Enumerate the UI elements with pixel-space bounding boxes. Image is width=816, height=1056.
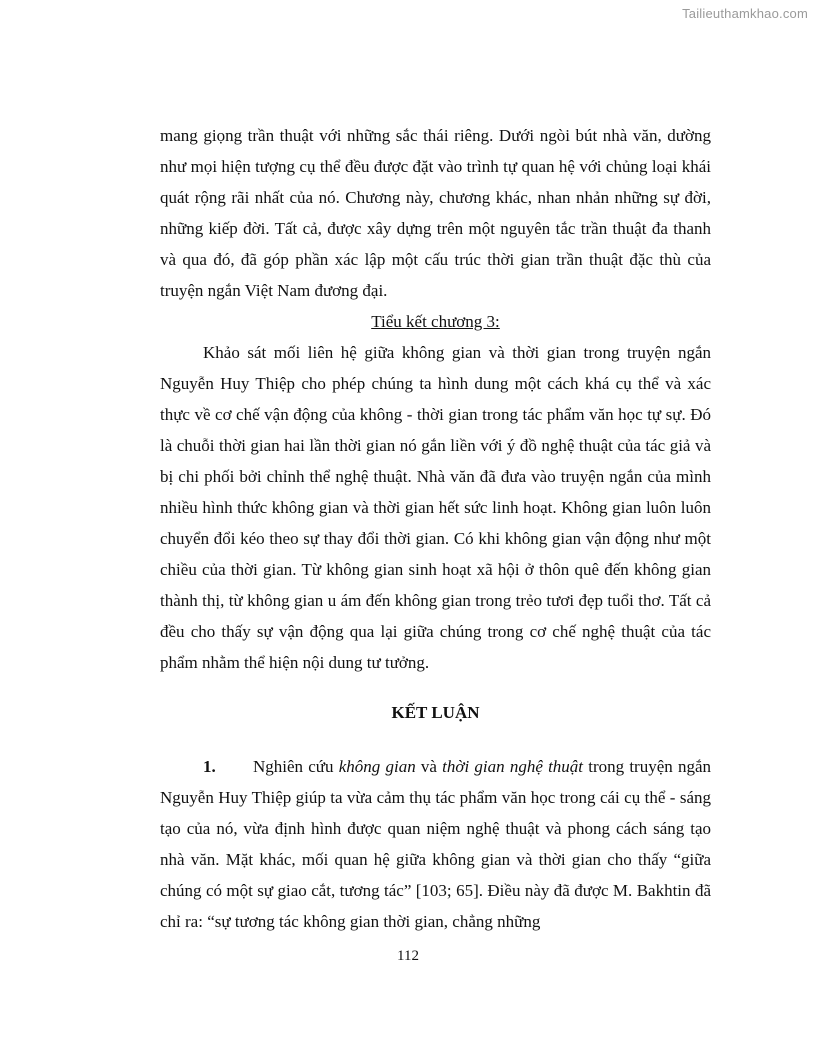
chapter-summary-subheading: Tiểu kết chương 3: bbox=[371, 312, 500, 331]
item-text-part: và bbox=[415, 757, 443, 776]
item-text-part: Nghiên cứu bbox=[253, 757, 339, 776]
item-emphasis-space: không gian bbox=[338, 757, 416, 776]
paragraph-continuation: mang giọng trần thuật với những sắc thái riêng. Dưới ngòi bút nhà văn, dường như mọi hiện tượng cụ thể đều được đặt vào trình tự quan hệ với chủng loại khái quát rộng rãi nhất của nó. Chương này, chương khác, nhan nhản những sự đời, những kiếp đời. Tất cả, được xây dựng trên một nguyên tắc trần thuật đa thanh và qua đó, đã góp phần xác lập một cấu trúc thời gian trần thuật đặc thù của truyện ngắn Việt Nam đương đại. bbox=[160, 126, 711, 300]
page-body bbox=[160, 120, 711, 937]
item-text-part: trong truyện ngắn Nguyễn Huy Thiệp giúp ta vừa cảm thụ tác phẩm văn học trong cái cụ thể - sáng tạo của nó, vừa định hình được quan niệm nghệ thuật và phong cách sáng tạo nhà văn. Mặt khác, mối quan hệ giữa không gian và thời gian cho thấy “giữa chúng có một sự giao cắt, tương tác” [103; 65]. Điều này đã được M. Bakhtin đã chỉ ra: “sự tương tác không gian thời gian, chẳng những bbox=[160, 757, 712, 931]
page-number: 112 bbox=[397, 948, 419, 964]
conclusion-heading: KẾT LUẬN bbox=[391, 703, 480, 722]
item-number: 1. bbox=[203, 757, 216, 776]
watermark-text: Tailieuthamkhao.com bbox=[682, 6, 808, 21]
chapter-summary-paragraph: Khảo sát mối liên hệ giữa không gian và thời gian trong truyện ngắn Nguyễn Huy Thiệp cho phép chúng ta hình dung một cách khá cụ thể và xác thực về cơ chế vận động của không - thời gian trong tác phẩm văn học tự sự. Đó là chuỗi thời gian hai lần thời gian nó gắn liền với ý đồ nghệ thuật của tác giả và bị chi phối bởi chỉnh thể nghệ thuật. Nhà văn đã đưa vào truyện ngắn của mình nhiều hình thức không gian và thời gian hết sức linh hoạt. Không gian luôn luôn chuyển đổi kéo theo sự thay đổi thời gian. Có khi không gian vận động như một chiều của thời gian. Từ không gian sinh hoạt xã hội ở thôn quê đến không gian thành thị, từ không gian u ám đến không gian trong trẻo tươi đẹp tuổi thơ. Tất cả đều cho thấy sự vận động qua lại giữa chúng trong cơ chế nghệ thuật của tác phẩm nhằm thể hiện nội dung tư tưởng. bbox=[160, 343, 711, 672]
item-emphasis-time: thời gian nghệ thuật bbox=[442, 757, 584, 776]
conclusion-item-1 bbox=[160, 751, 711, 937]
